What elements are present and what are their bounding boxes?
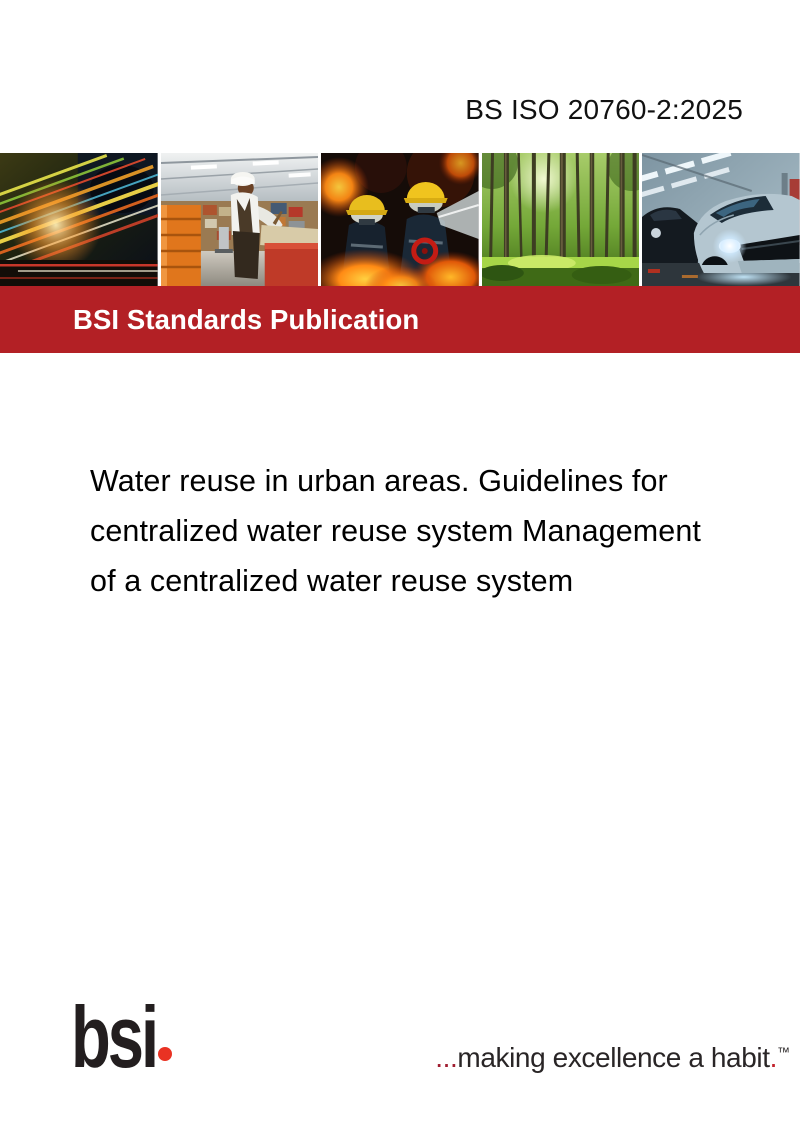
document-title [90, 456, 780, 606]
banner-title: BSI Standards Publication [73, 303, 420, 335]
bsi-logo-dot [158, 1047, 172, 1061]
photo-car-assembly-line [642, 153, 800, 286]
trademark-symbol: ™ [777, 1044, 790, 1060]
title-line-2: centralized water reuse system Management [90, 514, 701, 548]
warehouse-worker-image [161, 153, 319, 286]
night-traffic-light-trails-image [0, 153, 158, 286]
car-assembly-line-image [642, 153, 800, 286]
bsi-logo-text: bsi [71, 1004, 157, 1074]
photo-forest-trees [482, 153, 640, 286]
firefighters-image [321, 153, 479, 286]
photo-warehouse-worker [161, 153, 319, 286]
forest-trees-image [482, 153, 640, 286]
tagline-period: . [769, 1042, 777, 1073]
bsi-logo [71, 1004, 191, 1074]
photo-strip [0, 153, 800, 286]
tagline-text: making excellence a habit [457, 1042, 770, 1073]
bsi-banner [0, 286, 800, 353]
standard-reference: BS ISO 20760-2:2025 [465, 94, 743, 125]
tagline [435, 1042, 790, 1074]
photo-night-traffic-light-trails [0, 153, 158, 286]
tagline-leading-dots: ... [435, 1042, 458, 1073]
photo-firefighters [321, 153, 479, 286]
title-line-1: Water reuse in urban areas. Guidelines for [90, 464, 668, 498]
title-line-3: of a centralized water reuse system [90, 564, 574, 598]
